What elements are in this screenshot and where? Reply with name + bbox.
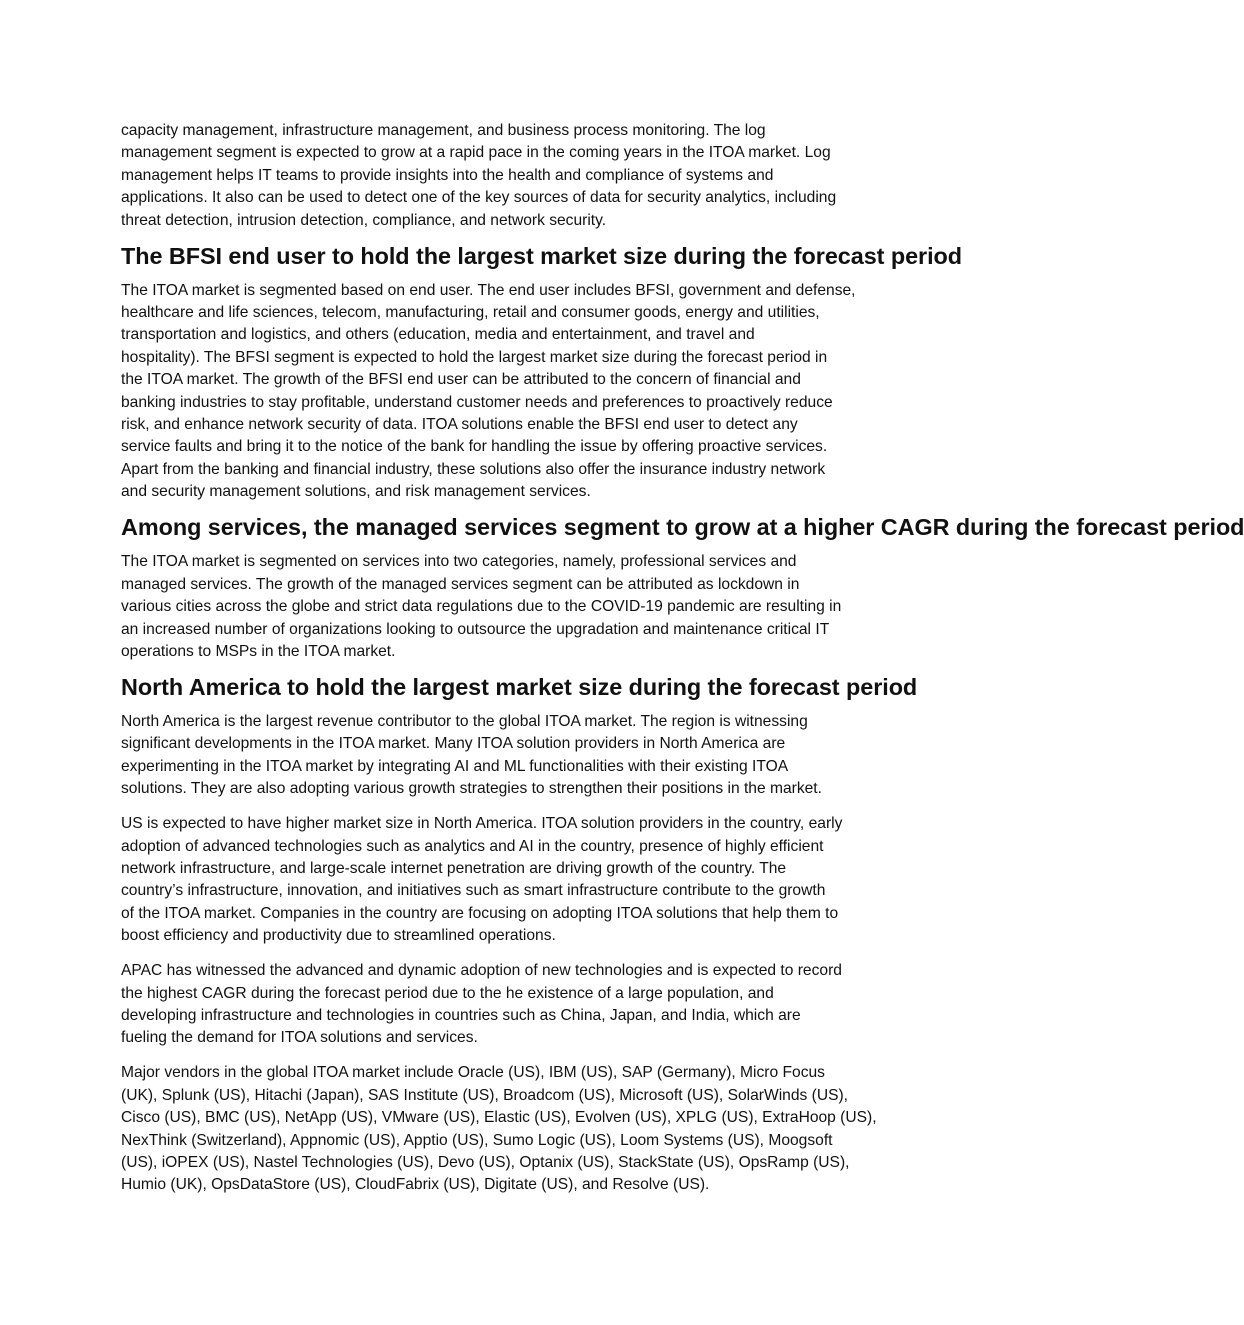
paragraph [121, 551, 911, 663]
text-line: developing infrastructure and technologies in countries such as China, Japan, and India, which are [121, 1006, 801, 1024]
paragraph [121, 280, 911, 504]
text-line: experimenting in the ITOA market by integrating AI and ML functionalities with their existing ITOA [121, 757, 789, 775]
text-line: management segment is expected to grow at a rapid pace in the coming years in the ITOA market. Log [121, 144, 831, 162]
text-line: Cisco (US), BMC (US), NetApp (US), VMware (US), Elastic (US), Evolven (US), XPLG (US), ExtraHoop (US), [121, 1109, 877, 1127]
text-line: various cities across the globe and strict data regulations due to the COVID-19 pandemic are resulting in [121, 598, 842, 616]
text-line: The ITOA market is segmented based on end user. The end user includes BFSI, government and defense, [121, 281, 856, 299]
text-line: country’s infrastructure, innovation, and initiatives such as smart infrastructure contribute to the growth [121, 882, 826, 900]
text-line: and security management solutions, and risk management services. [121, 483, 591, 501]
text-line: threat detection, intrusion detection, compliance, and network security. [121, 211, 607, 229]
text-line: managed services. The growth of the managed services segment can be attributed as lockdown in [121, 575, 800, 593]
text-line: adoption of advanced technologies such as analytics and AI in the country, presence of highly efficient [121, 837, 824, 855]
text-line: (US), iOPEX (US), Nastel Technologies (US), Devo (US), Optanix (US), StackState (US), OpsRamp (US), [121, 1154, 850, 1171]
text-line: Major vendors in the global ITOA market include Oracle (US), IBM (US), SAP (Germany), Micro Focus [121, 1064, 825, 1082]
text-line: the ITOA market. The growth of the BFSI end user can be attributed to the concern of financial and [121, 371, 801, 389]
section-heading [121, 673, 918, 700]
text-line: risk, and enhance network security of data. ITOA solutions enable the BFSI end user to detect any [121, 416, 798, 434]
text-line: capacity management, infrastructure management, and business process monitoring. The log [121, 122, 766, 139]
text-line: the highest CAGR during the forecast period due to the he existence of a large population, and [121, 984, 774, 1002]
section-heading [121, 242, 963, 269]
text-line: solutions. They are also adopting various growth strategies to strengthen their positions in the market. [121, 780, 822, 798]
text-line: Apart from the banking and financial industry, these solutions also offer the insurance industry network [121, 460, 826, 478]
paragraph [121, 1062, 911, 1196]
text-line: North America is the largest revenue contributor to the global ITOA market. The region is witnessing [121, 712, 808, 730]
text-line: Among services, the managed services segment to grow at a higher CAGR during the forecast period [121, 514, 1244, 541]
text-line: North America to hold the largest market size during the forecast period [121, 673, 918, 700]
text-line: Humio (UK), OpsDataStore (US), CloudFabrix (US), Digitate (US), and Resolve (US). [121, 1176, 710, 1194]
text-line: significant developments in the ITOA market. Many ITOA solution providers in North America are [121, 735, 786, 753]
paragraph [121, 711, 911, 801]
text-line: transportation and logistics, and others (education, media and entertainment, and travel and [121, 326, 755, 344]
text-line: service faults and bring it to the notice of the bank for handling the issue by offering proactive services. [121, 438, 828, 456]
text-line: network infrastructure, and large-scale internet penetration are driving growth of the country. The [121, 859, 787, 877]
paragraph [121, 120, 911, 232]
text-line: banking industries to stay profitable, understand customer needs and preferences to proactively reduce [121, 393, 833, 411]
text-line: management helps IT teams to provide insights into the health and compliance of systems and [121, 166, 774, 184]
text-line: of the ITOA market. Companies in the country are focusing on adopting ITOA solutions that help them to [121, 904, 839, 922]
text-line: NexThink (Switzerland), Appnomic (US), Apptio (US), Sumo Logic (US), Loom Systems (US), Moogsoft [121, 1131, 833, 1149]
text-line: US is expected to have higher market size in North America. ITOA solution providers in the country, early [121, 815, 843, 833]
text-line: hospitality). The BFSI segment is expected to hold the largest market size during the forecast period in [121, 348, 828, 366]
text-line: operations to MSPs in the ITOA market. [121, 642, 396, 660]
text-line: (UK), Splunk (US), Hitachi (Japan), SAS Institute (US), Broadcom (US), Microsoft (US), SolarWinds (US), [121, 1086, 849, 1104]
paragraph [121, 813, 911, 947]
text-line: The BFSI end user to hold the largest market size during the forecast period [121, 242, 963, 269]
text-line: healthcare and life sciences, telecom, manufacturing, retail and consumer goods, energy and utilities, [121, 304, 820, 322]
text-line: applications. It also can be used to detect one of the key sources of data for security analytics, including [121, 189, 837, 207]
document-page [121, 120, 1244, 1209]
text-line: The ITOA market is segmented on services into two categories, namely, professional services and [121, 553, 797, 571]
section-heading [121, 514, 1244, 541]
paragraph [121, 960, 911, 1050]
text-line: fueling the demand for ITOA solutions and services. [121, 1029, 478, 1047]
text-line: an increased number of organizations looking to outsource the upgradation and maintenance critical IT [121, 620, 830, 638]
text-line: APAC has witnessed the advanced and dynamic adoption of new technologies and is expected to record [121, 962, 842, 980]
text-line: boost efficiency and productivity due to streamlined operations. [121, 927, 556, 945]
